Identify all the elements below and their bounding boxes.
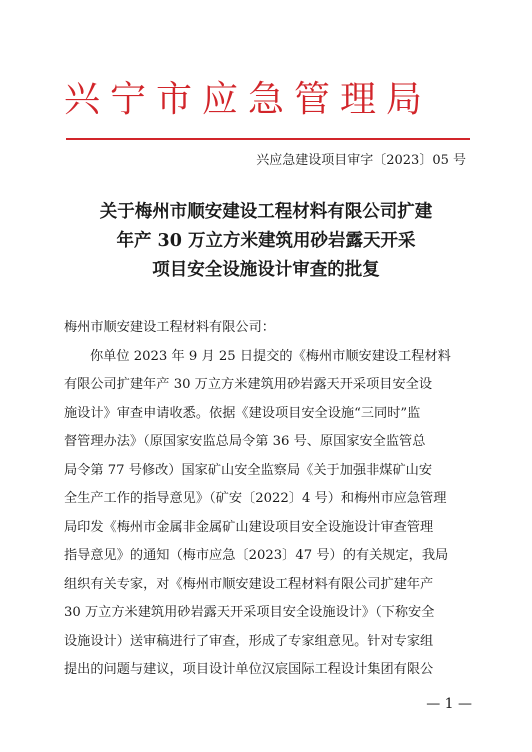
body-line: 30 万立方米建筑用砂岩露天开采项目安全设施设计》（下称安全 — [64, 605, 435, 620]
page-number: — 1 — — [426, 696, 472, 712]
body-line: 有限公司扩建年产 30 万立方米建筑用砂岩露天开采项目安全设 — [64, 377, 433, 392]
body-line: 你单位 2023 年 9 月 25 日提交的《梅州市顺安建设工程材料 — [90, 348, 451, 364]
salutation: 梅州市顺安建设工程材料有限公司： — [64, 320, 275, 335]
title-line: 年产 30 万立方米建筑用砂岩露天开采 — [116, 231, 416, 251]
body-line: 督管理办法》（原国家安监总局令第 36 号、原国家安全监管总 — [64, 434, 426, 449]
issuing-agency-header: 兴宁市应急管理局 — [64, 79, 433, 120]
body-line: 组织有关专家，对《梅州市顺安建设工程材料有限公司扩建年产 — [64, 576, 434, 592]
title-line: 项目安全设施设计审查的批复 — [152, 260, 380, 280]
red-header-rule — [66, 138, 470, 140]
body-line: 局令第 77 号修改）国家矿山安全监察局《关于加强非煤矿山安 — [64, 462, 433, 478]
body-line: 设施设计）送审稿进行了审查，形成了专家组意见。针对专家组 — [64, 633, 434, 649]
body-line: 指导意见》的通知（梅市应急〔2023〕47 号）的有关规定，我局 — [64, 548, 449, 563]
body-line: 全生产工作的指导意见》（矿安〔2022〕4 号）和梅州市应急管理 — [64, 491, 447, 506]
title-line: 关于梅州市顺安建设工程材料有限公司扩建 — [99, 202, 433, 222]
body-line: 提出的问题与建议，项目设计单位汉宸国际工程设计集团有限公 — [64, 662, 434, 677]
document-title — [60, 198, 472, 285]
body-line: 局印发《梅州市金属非金属矿山建设项目安全设施设计审查管理 — [64, 519, 434, 535]
document-body — [64, 314, 468, 685]
document-number: 兴应急建设项目审字〔2023〕05 号 — [256, 153, 466, 168]
body-line: 施设计》审查申请收悉。依据《建设项目安全设施“三同时”监 — [64, 405, 421, 421]
